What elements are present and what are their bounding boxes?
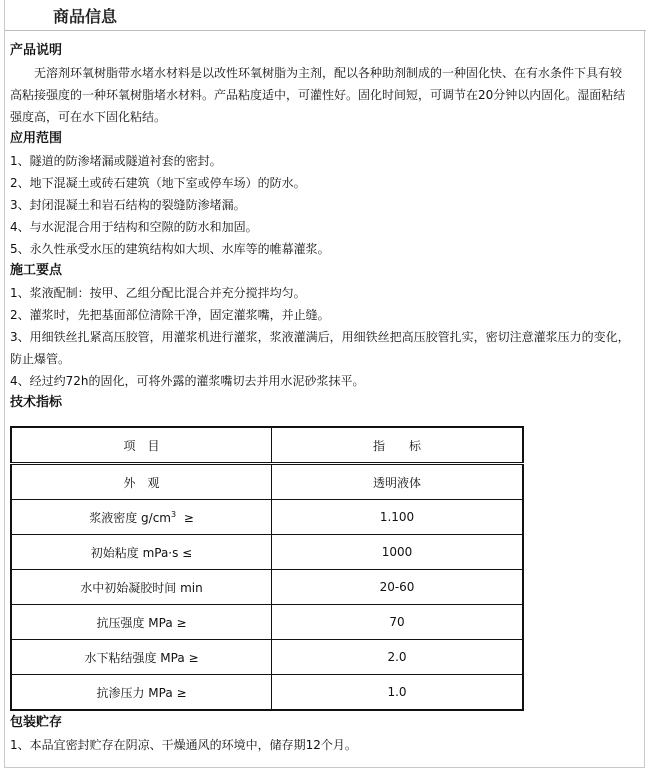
table-row [11, 500, 523, 535]
spec-item-text: 浆液密度 g/cm [89, 510, 171, 525]
construction-heading: 施工要点 [10, 263, 63, 278]
spec-value: 透明液体 [272, 464, 524, 500]
table-row [11, 570, 523, 605]
usage-item: 4、与水泥混合用于结构和空隙的防水和加固。 [10, 220, 258, 234]
table-row [11, 464, 523, 500]
storage-heading: 包装贮存 [10, 715, 63, 730]
construction-item: 3、用细铁丝扎紧高压胶管，用灌浆机进行灌浆，浆液灌满后，用细铁丝把高压胶管扎实，密切注意灌浆压力的变化，防止爆管。 [10, 330, 630, 366]
table-header-value: 指 标 [272, 427, 524, 464]
spec-value: 1.0 [272, 675, 524, 711]
spec-value: 1.100 [272, 500, 524, 535]
product-description-heading: 产品说明 [10, 43, 63, 58]
construction-item: 1、浆液配制：按甲、乙组分配比混合并充分搅拌均匀。 [10, 286, 306, 300]
usage-item: 3、封闭混凝土和岩石结构的裂缝防渗堵漏。 [10, 198, 246, 212]
storage-item: 1、本品宜密封贮存在阴凉、干燥通风的环境中，储存期12个月。 [10, 738, 357, 752]
construction-item: 2、灌浆时，先把基面部位清除干净，固定灌浆嘴，并止缝。 [10, 308, 330, 322]
spec-item: 抗压强度 MPa ≥ [11, 605, 272, 640]
storage-section [10, 712, 635, 756]
tab-product-info[interactable]: 商品信息 [53, 7, 118, 26]
spec-item-superscript: 3 [170, 509, 177, 519]
specs-table [10, 426, 524, 711]
product-details [10, 40, 635, 414]
product-description-text: 无溶剂环氧树脂带水堵水材料是以改性环氧树脂为主剂，配以各种助剂制成的一种固化快、在有水条件下具有较高粘接强度的一种环氧树脂堵水材料。产品粘度适中，可灌性好。固化时间短，可调节在20分钟以内固化。湿面粘结强度高，可在水下固化粘结。 [10, 66, 626, 124]
spec-item: 水中初始凝胶时间 min [11, 570, 272, 605]
usage-item: 2、地下混凝土或砖石建筑（地下室或停车场）的防水。 [10, 176, 306, 190]
usage-heading: 应用范围 [10, 131, 63, 146]
spec-value: 2.0 [272, 640, 524, 675]
spec-value: 1000 [272, 535, 524, 570]
usage-item: 5、永久性承受水压的建筑结构如大坝、水库等的帷幕灌浆。 [10, 242, 330, 256]
table-row [11, 535, 523, 570]
table-row [11, 605, 523, 640]
spec-item: 水下粘结强度 MPa ≥ [11, 640, 272, 675]
table-header-row [11, 427, 523, 464]
spec-item: 抗渗压力 MPa ≥ [11, 675, 272, 711]
spec-item-operator: ≥ [176, 510, 194, 525]
spec-item [11, 500, 272, 535]
spec-item: 外 观 [11, 464, 272, 500]
spec-item: 初始粘度 mPa·s ≤ [11, 535, 272, 570]
table-row [11, 640, 523, 675]
usage-item: 1、隧道的防渗堵漏或隧道衬套的密封。 [10, 154, 222, 168]
spec-value: 70 [272, 605, 524, 640]
spec-value: 20-60 [272, 570, 524, 605]
table-row [11, 675, 523, 711]
table-header-item: 项 目 [11, 427, 272, 464]
tab-bar [5, 0, 646, 31]
specs-heading: 技术指标 [10, 395, 63, 410]
construction-item: 4、经过约72h的固化，可将外露的灌浆嘴切去并用水泥砂浆抹平。 [10, 374, 365, 388]
